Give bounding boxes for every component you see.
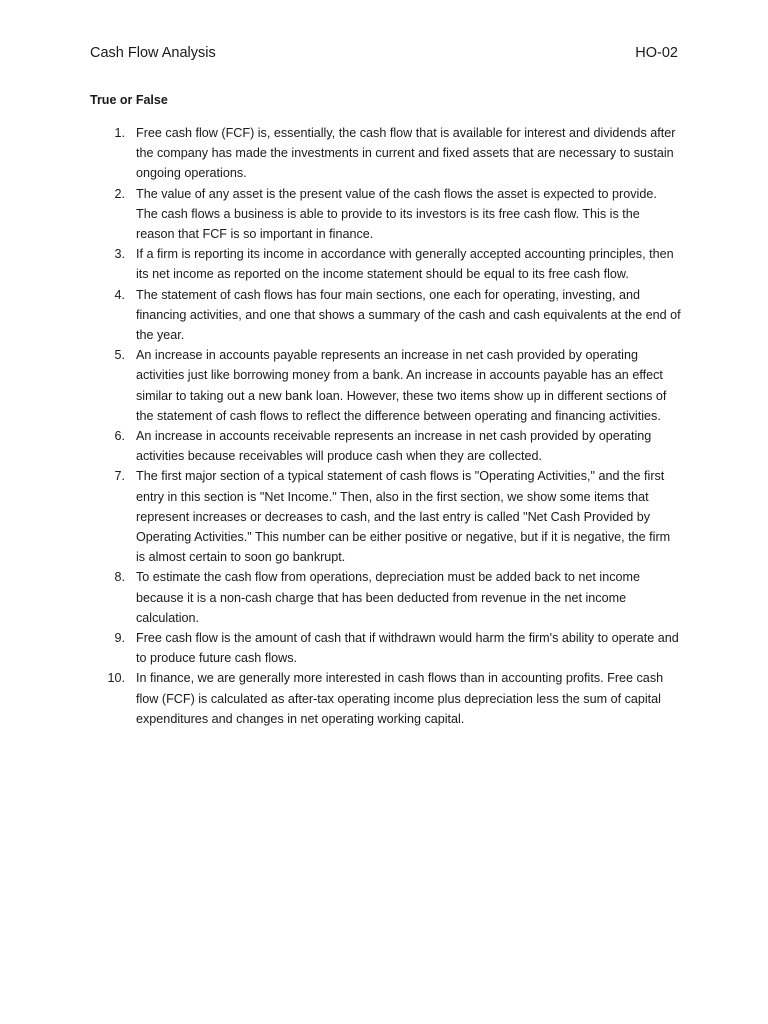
document-title: Cash Flow Analysis [90, 45, 216, 61]
question-text: The value of any asset is the present value of the cash flows the asset is expected to provide. The cash flows a business is able to provide to its investors is its free cash flow. This is the reason that FCF is so important in finance. [136, 186, 657, 242]
question-item [0, 285, 681, 346]
question-number: 5. [114, 348, 125, 363]
question-text: The statement of cash flows has four main sections, one each for operating, investing, and financing activities, and one that shows a summary of the cash and cash equivalents at the end of the year. [136, 287, 681, 343]
question-item [0, 345, 681, 426]
question-text: Free cash flow (FCF) is, essentially, the cash flow that is available for interest and dividends after the company has made the investments in current and fixed assets that are necessary to sustain ongoing operations. [136, 126, 676, 181]
question-text: If a firm is reporting its income in accordance with generally accepted accounting principles, then its net income as reported on the income statement should be equal to its free cash flow. [136, 247, 674, 282]
question-text: An increase in accounts receivable represents an increase in net cash provided by operating activities because receivables will produce cash when they are collected. [136, 429, 652, 464]
question-text: To estimate the cash flow from operations, depreciation must be added back to net income because it is a non-cash charge that has been deducted from revenue in the net income calculation. [136, 570, 641, 625]
question-item [0, 426, 681, 466]
section-heading: True or False [90, 93, 168, 107]
question-text: In finance, we are generally more interested in cash flows than in accounting profits. Free cash flow (FCF) is calculated as after-tax operating income plus depreciation less the sum of capital expenditures and changes in net operating working capital. [136, 671, 664, 726]
document-code: HO-02 [635, 45, 678, 61]
question-text: An increase in accounts payable represents an increase in net cash provided by operating activities just like borrowing money from a bank. An increase in accounts payable has an effect similar to taking out a new bank loan. However, these two items show up in different sections of the statement of cash flows to reflect the difference between operating and financing activities. [136, 348, 667, 423]
question-item [0, 628, 681, 668]
question-number: 1. [114, 126, 125, 140]
question-list [0, 123, 768, 729]
question-number: 8. [114, 570, 125, 585]
question-number: 9. [114, 631, 125, 646]
question-number: 6. [114, 429, 125, 444]
question-item [0, 668, 681, 729]
question-text: Free cash flow is the amount of cash that if withdrawn would harm the firm's ability to operate and to produce future cash flows. [136, 631, 679, 666]
question-item [0, 244, 681, 284]
question-number: 4. [114, 287, 125, 302]
page-header [90, 45, 678, 67]
question-item [0, 466, 681, 567]
question-number: 7. [114, 469, 125, 484]
question-number: 10. [107, 671, 125, 686]
question-number: 3. [114, 247, 125, 262]
question-item [0, 123, 681, 184]
question-number: 2. [114, 186, 125, 201]
question-text: The first major section of a typical statement of cash flows is "Operating Activities," and the first entry in this section is "Net Income." Then, also in the first section, we show some items that represent increases or decreases to cash, and the last entry is called "Net Cash Provided by Operating Activities." This number can be either positive or negative, but if it is negative, the firm is almost certain to soon go bankrupt. [136, 469, 671, 565]
question-item [0, 567, 681, 628]
question-item [0, 184, 681, 245]
